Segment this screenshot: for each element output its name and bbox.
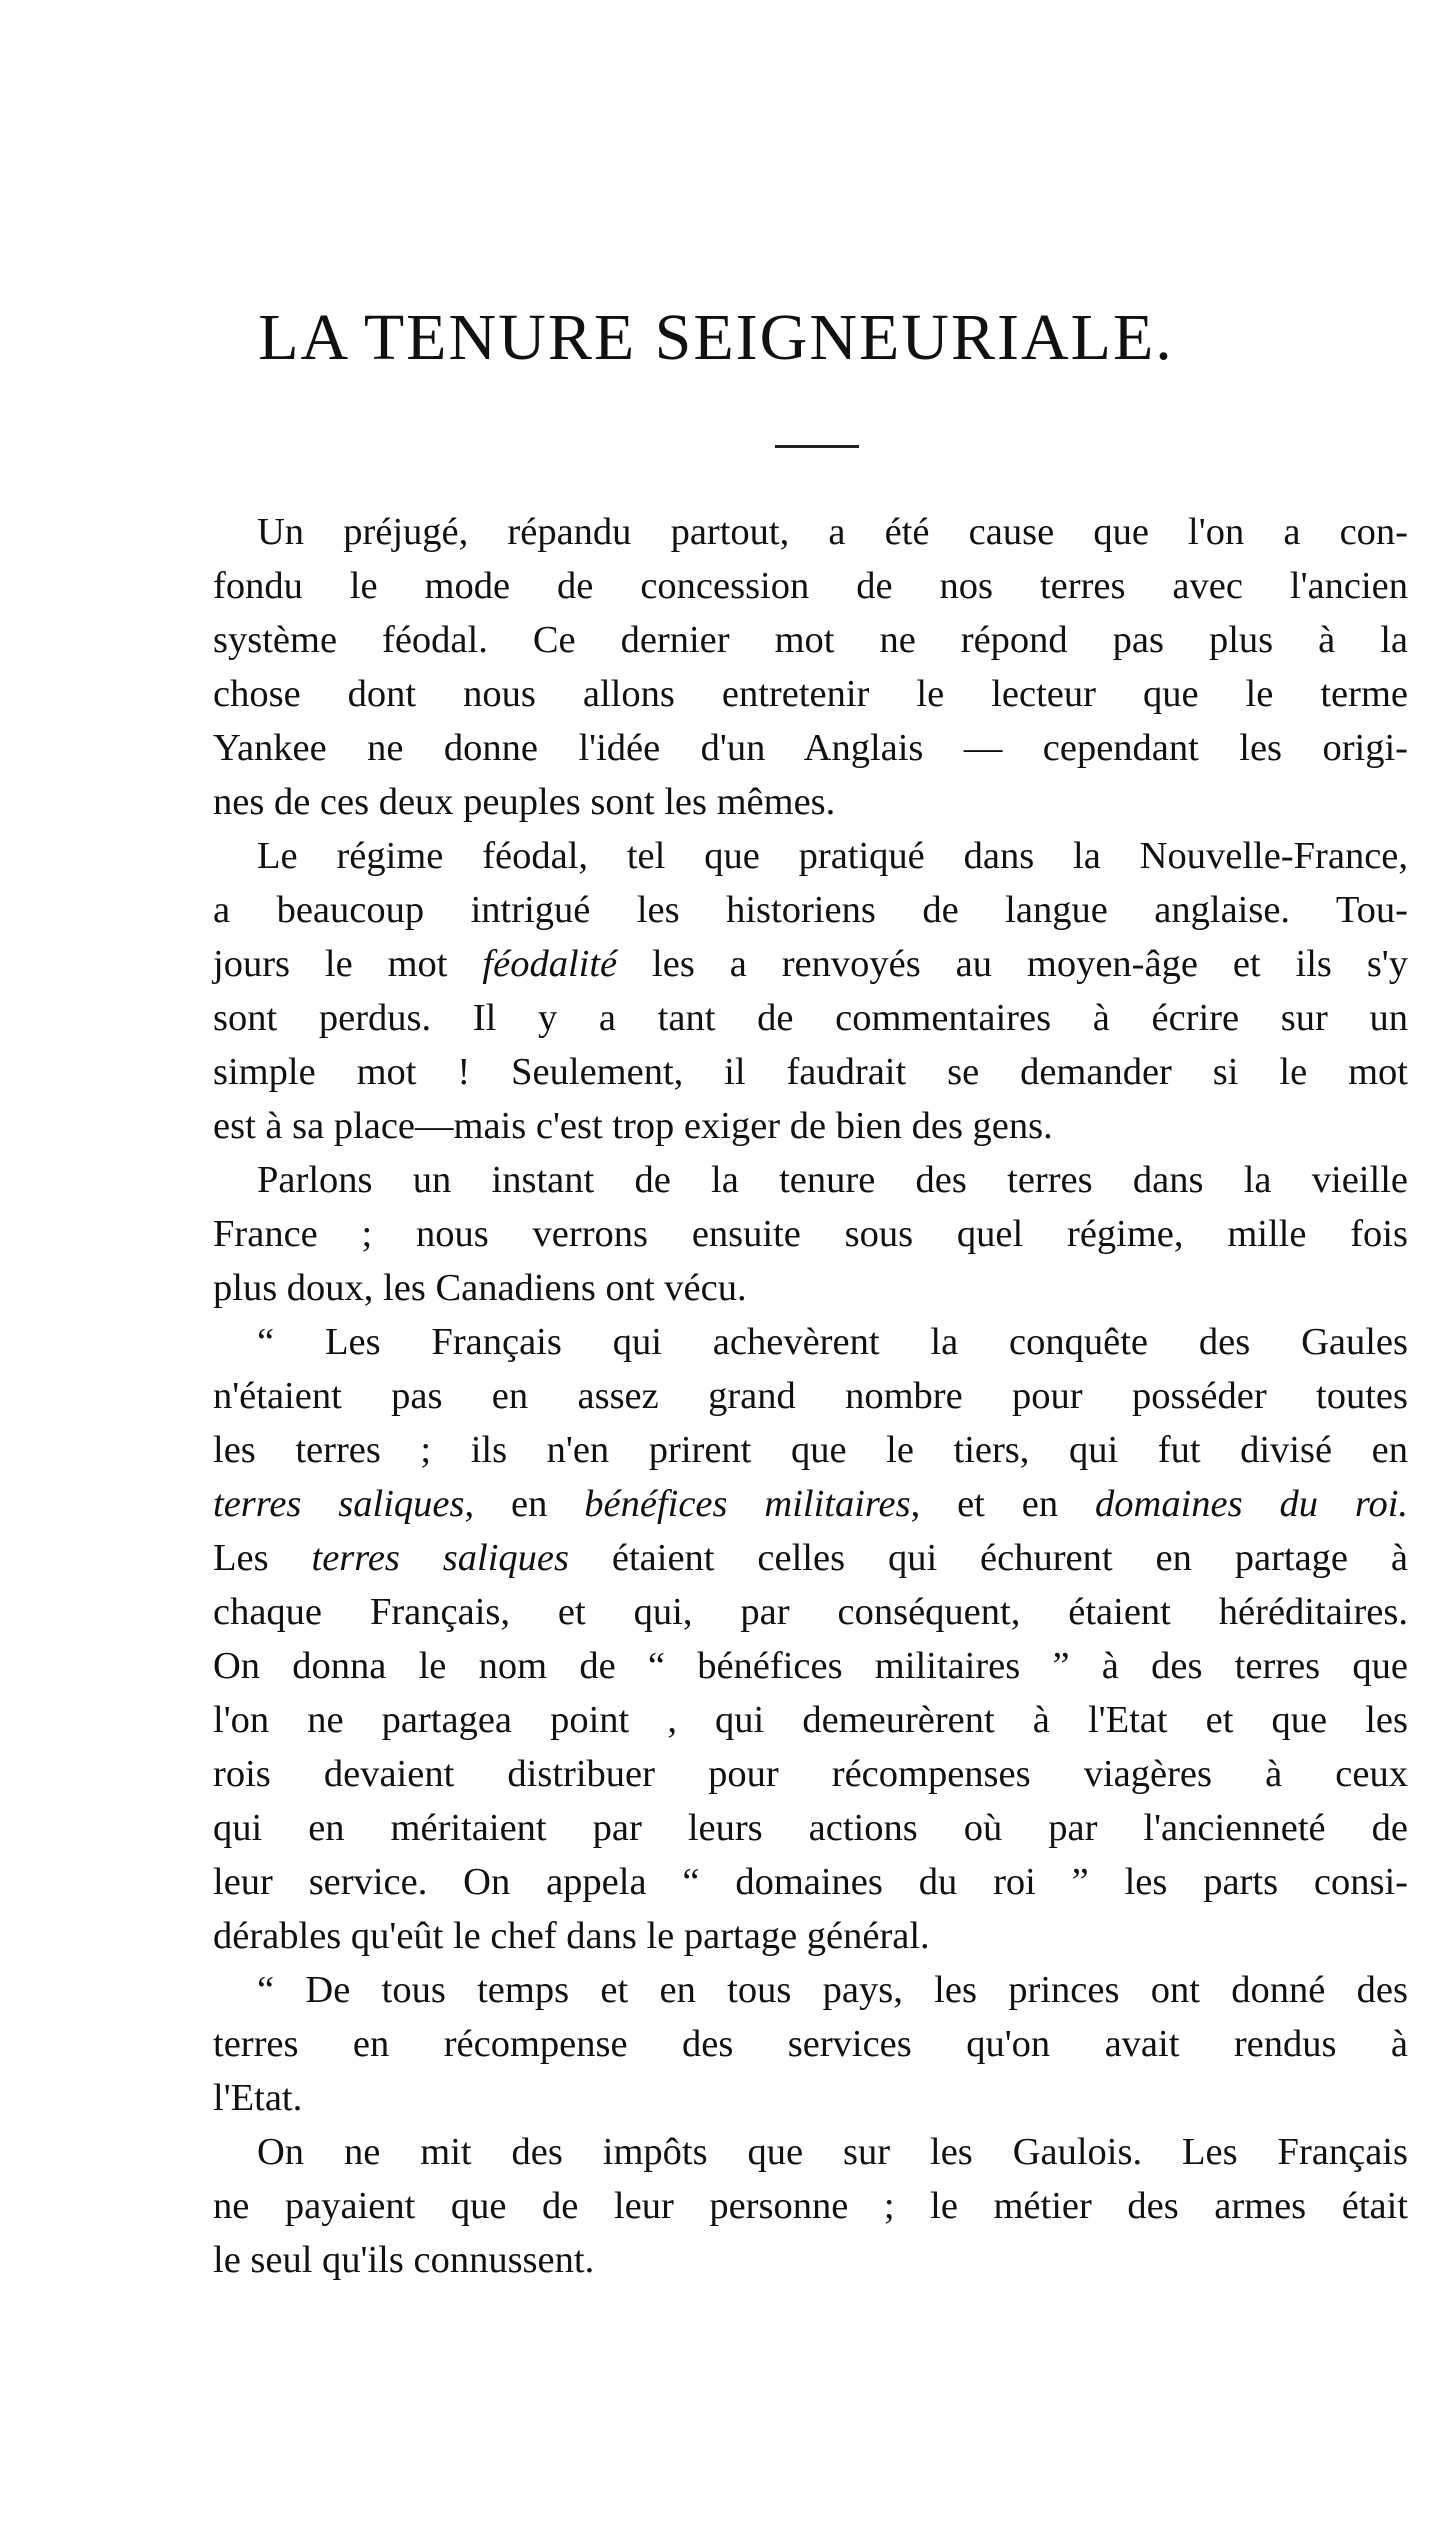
- text-line: “ Les Français qui achevèrent la conquête des Gaules: [257, 1321, 1408, 1363]
- text-line: n'étaient pas en assez grand nombre pour posséder toutes: [213, 1375, 1408, 1417]
- text-segment: , et en: [910, 1483, 1096, 1525]
- text-line: Yankee ne donne l'idée d'un Anglais — cependant les origi-: [213, 727, 1408, 769]
- text-line: On ne mit des impôts que sur les Gaulois. Les Français: [257, 2131, 1408, 2173]
- text-line: France ; nous verrons ensuite sous quel régime, mille fois: [213, 1213, 1408, 1255]
- text-line-with-italic: [213, 1477, 1408, 1531]
- paragraph-6: [213, 2125, 1408, 2287]
- text-line-with-italic: [213, 937, 1408, 991]
- text-line: est à sa place—mais c'est trop exiger de bien des gens.: [213, 1105, 1053, 1147]
- text-line: qui en méritaient par leurs actions où par l'ancienneté de: [213, 1807, 1408, 1849]
- text-line: fondu le mode de concession de nos terres avec l'ancien: [213, 565, 1408, 607]
- paragraph-3: [213, 1153, 1408, 1315]
- text-line: nes de ces deux peuples sont les mêmes.: [213, 781, 836, 823]
- text-line: l'Etat.: [213, 2077, 303, 2119]
- italic-term: domaines du roi.: [1095, 1483, 1409, 1525]
- text-line-with-italic: [213, 1531, 1408, 1585]
- paragraph-4-quote: [213, 1315, 1408, 1963]
- text-segment: , en: [464, 1483, 585, 1525]
- text-line: le seul qu'ils connussent.: [213, 2239, 595, 2281]
- text-line: rois devaient distribuer pour récompenses viagères à ceux: [213, 1753, 1408, 1795]
- italic-term: terres saliques: [311, 1537, 569, 1579]
- text-line: chaque Français, et qui, par conséquent, étaient héréditaires.: [213, 1591, 1408, 1633]
- paragraph-2: [213, 829, 1408, 1153]
- text-line: a beaucoup intrigué les historiens de langue anglaise. Tou-: [213, 889, 1408, 931]
- text-line: leur service. On appela “ domaines du roi ” les parts consi-: [213, 1861, 1408, 1903]
- text-segment: étaient celles qui échurent en partage à: [569, 1537, 1408, 1579]
- text-segment: Les: [213, 1537, 312, 1579]
- text-line: l'on ne partagea point , qui demeurèrent à l'Etat et que les: [213, 1699, 1408, 1741]
- paragraph-1: [213, 505, 1408, 829]
- italic-term: féodalité: [482, 943, 618, 985]
- body-text: [213, 505, 1408, 2287]
- chapter-title: LA TENURE SEIGNEURIALE.: [258, 301, 1174, 374]
- text-line: dérables qu'eût le chef dans le partage général.: [213, 1915, 930, 1957]
- italic-term: terres saliques: [213, 1483, 465, 1525]
- text-line: système féodal. Ce dernier mot ne répond pas plus à la: [213, 619, 1408, 661]
- text-line: simple mot ! Seulement, il faudrait se demander si le mot: [213, 1051, 1408, 1093]
- text-line: On donna le nom de “ bénéfices militaires ” à des terres que: [213, 1645, 1408, 1687]
- text-segment: les a renvoyés au moyen-âge et ils s'y: [617, 943, 1408, 985]
- text-line: sont perdus. Il y a tant de commentaires à écrire sur un: [213, 997, 1408, 1039]
- text-line: plus doux, les Canadiens ont vécu.: [213, 1267, 747, 1309]
- italic-term: bénéfices militaires: [584, 1483, 911, 1525]
- text-line: terres en récompense des services qu'on avait rendus à: [213, 2023, 1408, 2065]
- text-line: chose dont nous allons entretenir le lecteur que le terme: [213, 673, 1408, 715]
- paragraph-5-quote: [213, 1963, 1408, 2125]
- text-line: Un préjugé, répandu partout, a été cause que l'on a con-: [257, 511, 1408, 553]
- title-rule: [775, 445, 859, 448]
- text-line: Le régime féodal, tel que pratiqué dans la Nouvelle-France,: [257, 835, 1408, 877]
- text-line: “ De tous temps et en tous pays, les princes ont donné des: [257, 1969, 1408, 2011]
- text-line: ne payaient que de leur personne ; le métier des armes était: [213, 2185, 1408, 2227]
- text-segment: jours le mot: [213, 943, 483, 985]
- text-line: Parlons un instant de la tenure des terres dans la vieille: [257, 1159, 1408, 1201]
- text-line: les terres ; ils n'en prirent que le tiers, qui fut divisé en: [213, 1429, 1408, 1471]
